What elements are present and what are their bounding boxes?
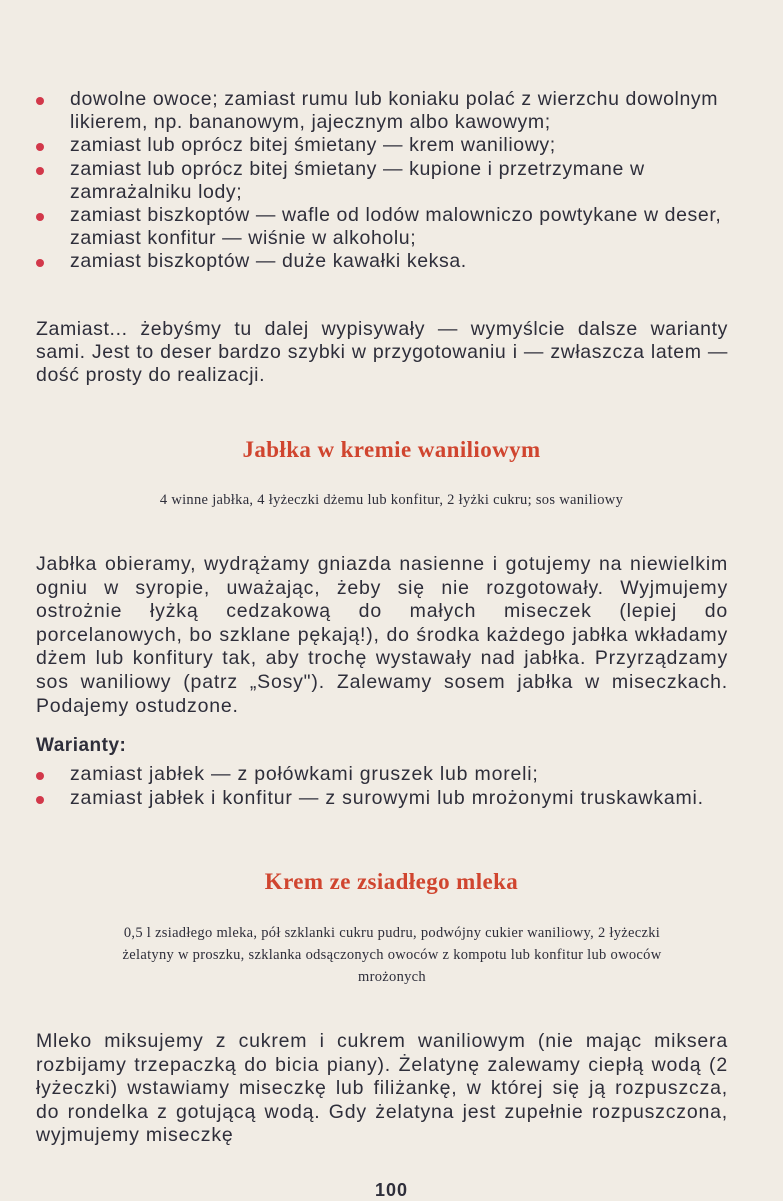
list-item: zamiast biszkoptów — duże kawałki keksa. bbox=[36, 250, 742, 273]
page-number: 100 bbox=[374, 1180, 409, 1200]
recipe-ingredients-cream: 0,5 l zsiadłego mleka, pół szklanki cukru pudru, podwójny cukier waniliowy, 2 łyżeczki żelatyny w proszku, szklanka odsączonych owoców z kompotu lub konfitur lub owoców mrożonych bbox=[122, 925, 662, 985]
list-item: zamiast jabłek — z połówkami gruszek lub moreli; bbox=[36, 763, 742, 787]
bullet-icon bbox=[36, 772, 44, 780]
variants-list-top bbox=[36, 88, 742, 274]
recipe-body-cream: Mleko miksujemy z cukrem i cukrem waniliowym (nie mając miksera rozbijamy trzepaczką do bicia piany). Żelatynę zalewamy ciepłą wodą (2 łyżeczki) wstawiamy miseczkę lub filiżankę, w której się ją rozpuszcza, do rondelka z gotującą wodą. Gdy żelatyna jest zupełnie rozpuszczona, wyjmujemy miseczkę bbox=[36, 1030, 728, 1147]
bullet-icon bbox=[36, 796, 44, 804]
variants-heading: Warianty: bbox=[36, 735, 127, 756]
recipe-body-apples: Jabłka obieramy, wydrążamy gniazda nasienne i gotujemy na niewielkim ogniu w syropie, uważając, żeby się nie rozgotowały. Wyjmujemy ostrożnie łyżką cedzakową do małych miseczek (lepiej do porcelanowych, bo szklane pękają!), do środka każdego jabłka wkładamy dżem lub konfitury tak, aby trochę wystawały nad jabłka. Przyrządzamy sos waniliowy (patrz „Sosy"). Zalewamy sosem jabłka w miseczkach. Podajemy ostudzone. bbox=[36, 553, 728, 717]
intro-paragraph: Zamiast... żebyśmy tu dalej wypisywały — wymyślcie dalsze warianty sami. Jest to deser bardzo szybki w przygotowaniu i — zwłaszcza latem — dość prosty do realizacji. bbox=[36, 318, 728, 387]
bullet-icon bbox=[36, 97, 44, 105]
recipe-title-cream: Krem ze zsiadłego mleka bbox=[264, 869, 519, 894]
bullet-icon bbox=[36, 213, 44, 221]
list-item: dowolne owoce; zamiast rumu lub koniaku polać z wierzchu dowolnym likierem, np. bananowym, jajecznym albo kawowym; bbox=[36, 88, 742, 134]
bullet-icon bbox=[36, 167, 44, 175]
list-item: zamiast biszkoptów — wafle od lodów malowniczo powtykane w deser, zamiast konfitur — wiśnie w alkoholu; bbox=[36, 204, 742, 250]
recipe-title-apples: Jabłka w kremie waniliowym bbox=[242, 437, 541, 462]
list-item: zamiast jabłek i konfitur — z surowymi lub mrożonymi truskawkami. bbox=[36, 787, 742, 811]
recipe-ingredients-apples: 4 winne jabłka, 4 łyżeczki dżemu lub konfitur, 2 łyżki cukru; sos waniliowy bbox=[159, 492, 624, 508]
list-item: zamiast lub oprócz bitej śmietany — kupione i przetrzymane w zamrażalniku lody; bbox=[36, 158, 742, 204]
variants-list-apples bbox=[36, 763, 742, 810]
bullet-icon bbox=[36, 143, 44, 151]
bullet-icon bbox=[36, 259, 44, 267]
list-item: zamiast lub oprócz bitej śmietany — krem waniliowy; bbox=[36, 134, 742, 157]
